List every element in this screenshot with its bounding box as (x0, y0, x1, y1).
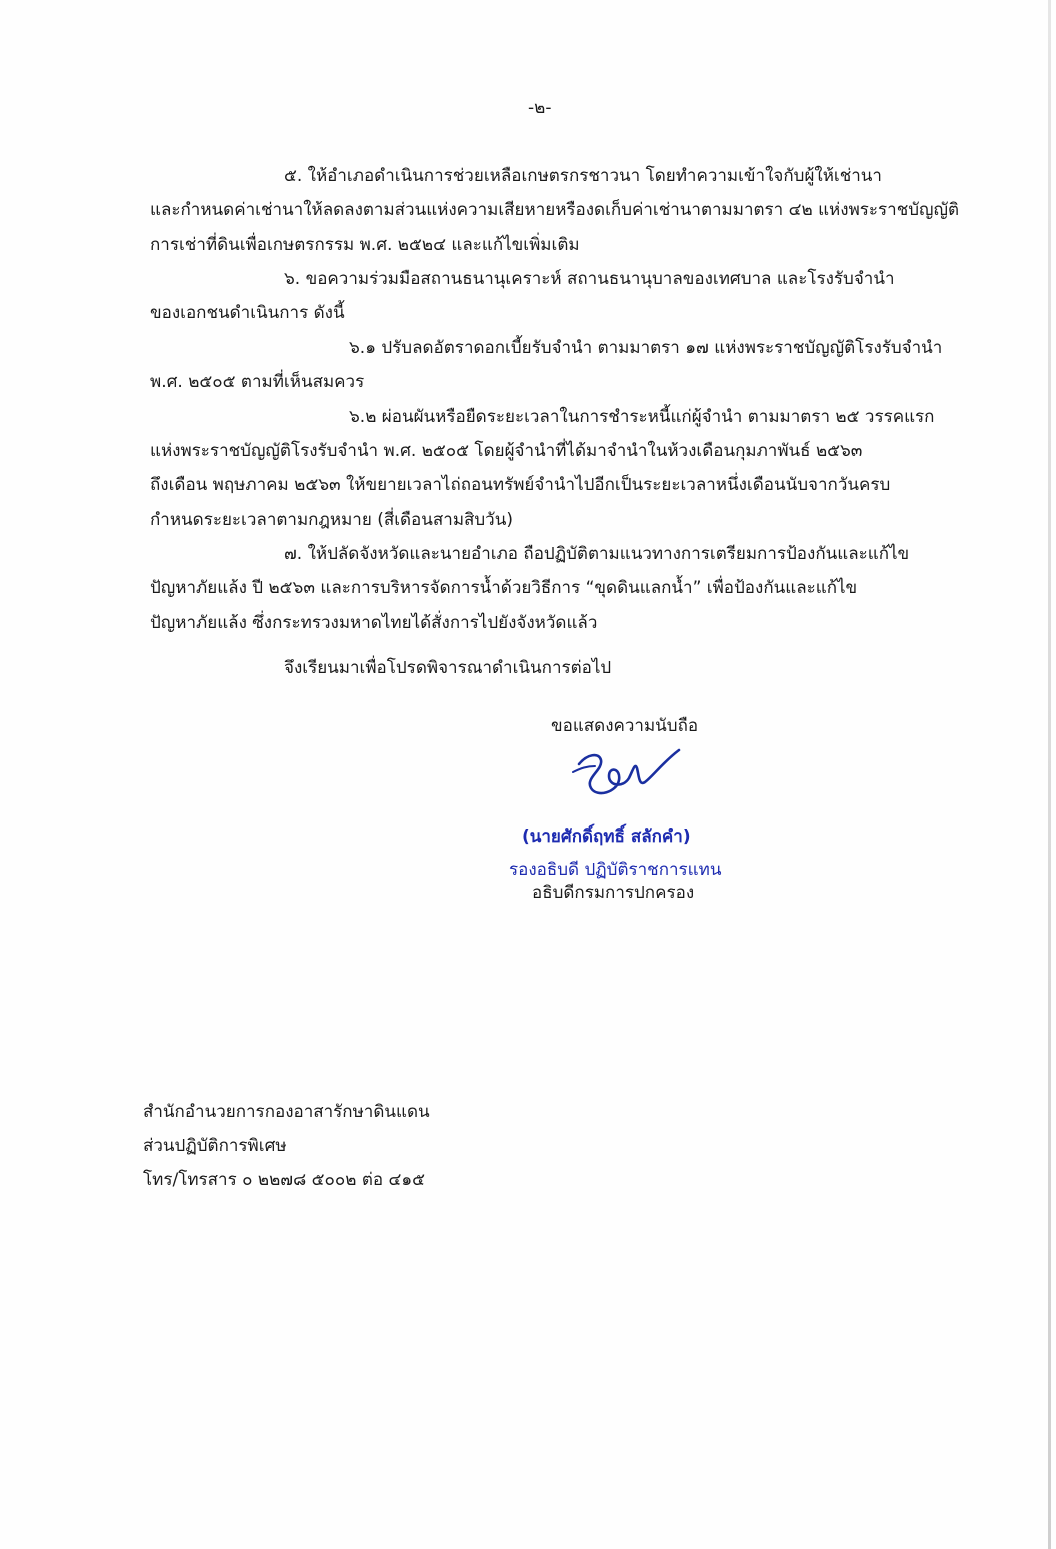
paragraph-6-2-line-1: ๖.๒ ผ่อนผันหรือยืดระยะเวลาในการชำระหนี้แก่ผู้จำนำ ตามมาตรา ๒๕ วรรคแรก (349, 407, 935, 427)
paragraph-5-line-3: การเช่าที่ดินเพื่อเกษตรกรรม พ.ศ. ๒๕๒๔ และแก้ไขเพิ่มเติม (150, 235, 580, 255)
signature-salutation: ขอแสดงความนับถือ (551, 716, 699, 736)
footer-division: ส่วนปฏิบัติการพิเศษ (143, 1136, 287, 1156)
scan-edge (1048, 0, 1051, 1549)
footer-phone: โทร/โทรสาร ๐ ๒๒๗๘ ๕๐๐๒ ต่อ ๔๑๕ (143, 1170, 426, 1190)
paragraph-7-line-3: ปัญหาภัยแล้ง ซึ่งกระทรวงมหาดไทยได้สั่งการไปยังจังหวัดแล้ว (150, 613, 598, 633)
closing-request: จึงเรียนมาเพื่อโปรดพิจารณาดำเนินการต่อไป (284, 658, 612, 678)
paragraph-5-line-2: และกำหนดค่าเช่านาให้ลดลงตามส่วนแห่งความเสียหายหรืองดเก็บค่าเช่านาตามมาตรา ๔๒ แห่งพระราชบัญญัติ (150, 200, 960, 220)
paragraph-7-line-2: ปัญหาภัยแล้ง ปี ๒๕๖๓ และการบริหารจัดการน้ำด้วยวิธีการ “ขุดดินแลกน้ำ” เพื่อป้องกันและแก้ไข (150, 578, 858, 598)
footer-office: สำนักอำนวยการกองอาสารักษาดินแดน (143, 1102, 430, 1122)
paragraph-7-line-1: ๗. ให้ปลัดจังหวัดและนายอำเภอ ถือปฏิบัติตามแนวทางการเตรียมการป้องกันและแก้ไข (284, 544, 910, 564)
paragraph-6-line-1: ๖. ขอความร่วมมือสถานธนานุเคราะห์ สถานธนานุบาลของเทศบาล และโรงรับจำนำ (284, 269, 895, 289)
paragraph-6-line-2: ของเอกชนดำเนินการ ดังนี้ (150, 303, 345, 323)
paragraph-6-1-line-2: พ.ศ. ๒๕๐๕ ตามที่เห็นสมควร (150, 372, 365, 392)
signatory-department: อธิบดีกรมการปกครอง (532, 883, 695, 903)
paragraph-6-2-line-2: แห่งพระราชบัญญัติโรงรับจำนำ พ.ศ. ๒๕๐๕ โดยผู้จำนำที่ได้มาจำนำในห้วงเดือนกุมภาพันธ์ ๒๕๖๓ (150, 441, 863, 461)
signatory-title: รองอธิบดี ปฏิบัติราชการแทน (509, 860, 722, 880)
paragraph-6-2-line-3: ถึงเดือน พฤษภาคม ๒๕๖๓ ให้ขยายเวลาไถ่ถอนทรัพย์จำนำไปอีกเป็นระยะเวลาหนึ่งเดือนนับจากวันครบ (150, 475, 891, 495)
paragraph-6-1-line-1: ๖.๑ ปรับลดอัตราดอกเบี้ยรับจำนำ ตามมาตรา ๑๗ แห่งพระราชบัญญัติโรงรับจำนำ (349, 338, 943, 358)
paragraph-5-line-1: ๕. ให้อำเภอดำเนินการช่วยเหลือเกษตรกรชาวนา โดยทำความเข้าใจกับผู้ให้เช่านา (284, 166, 882, 186)
page-number: -๒- (528, 98, 552, 118)
paragraph-6-2-line-4: กำหนดระยะเวลาตามกฎหมาย (สี่เดือนสามสิบวัน) (150, 510, 513, 530)
signatory-name: (นายศักดิ์ฤทธิ์ สลักคำ) (522, 827, 691, 847)
handwritten-signature (565, 742, 690, 810)
